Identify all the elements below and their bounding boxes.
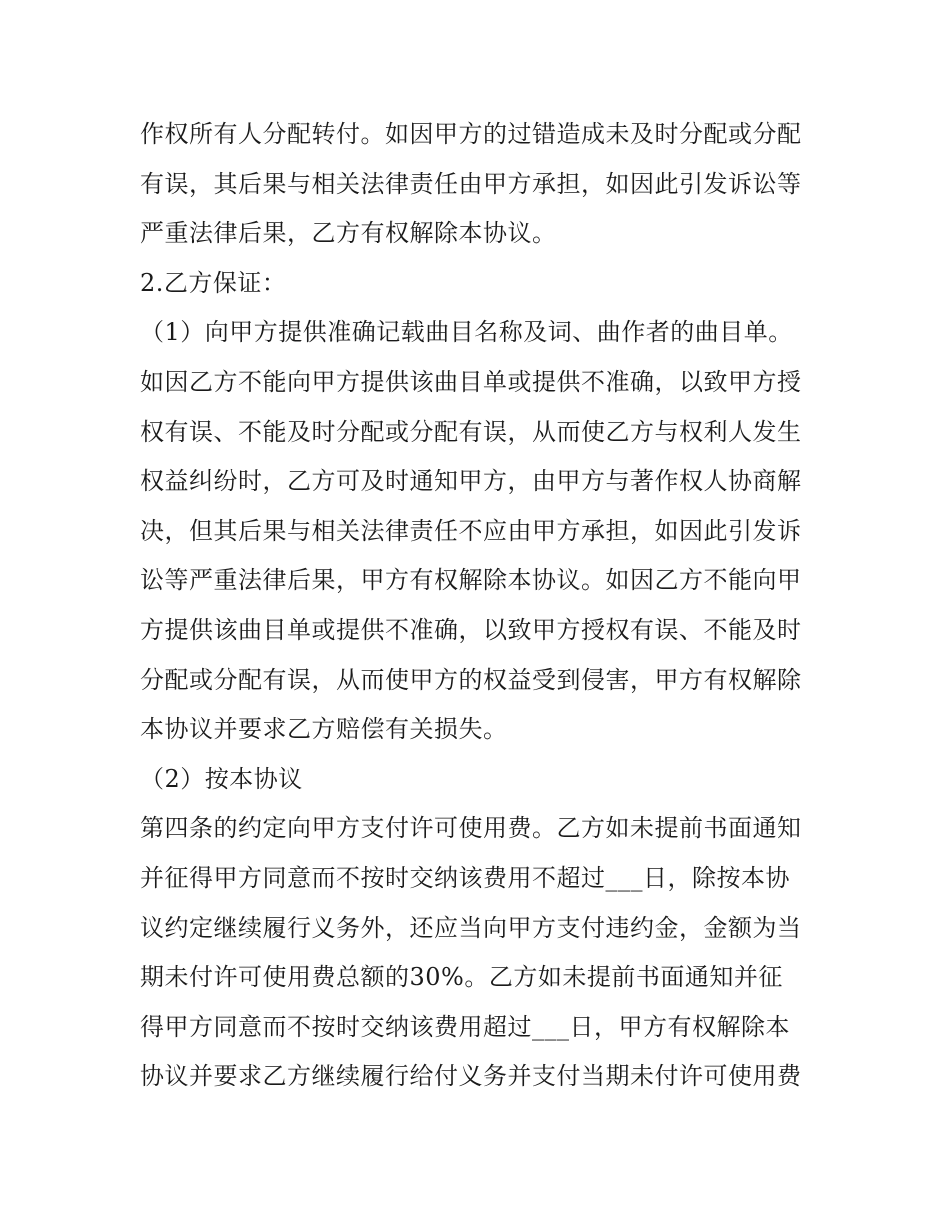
text-line: 第四条的约定向甲方支付许可使用费。乙方如未提前书面通知 bbox=[140, 814, 802, 843]
text-line: 权有误、不能及时分配或分配有误，从而使乙方与权利人发生 bbox=[140, 417, 802, 446]
text-line: 协议并要求乙方继续履行给付义务并支付当期未付许可使用费 bbox=[140, 1062, 802, 1091]
text-line: 并征得甲方同意而不按时交纳该费用不超过___日，除按本协 bbox=[140, 863, 790, 892]
document-body bbox=[140, 110, 820, 1102]
text-line: 严重法律后果，乙方有权解除本协议。 bbox=[140, 219, 557, 248]
text-line: 如因乙方不能向甲方提供该曲目单或提供不准确，以致甲方授 bbox=[140, 367, 802, 396]
text-line: 方提供该曲目单或提供不准确，以致甲方授权有误、不能及时 bbox=[140, 615, 802, 644]
text-line: 议约定继续履行义务外，还应当向甲方支付违约金，金额为当 bbox=[140, 913, 802, 942]
text-line: 决，但其后果与相关法律责任不应由甲方承担，如因此引发诉 bbox=[140, 516, 802, 545]
text-line: 有误，其后果与相关法律责任由甲方承担，如因此引发诉讼等 bbox=[140, 169, 802, 198]
text-line: 分配或分配有误，从而使甲方的权益受到侵害，甲方有权解除 bbox=[140, 665, 802, 694]
section-heading: 2.乙方保证： bbox=[140, 268, 287, 297]
text-line: 讼等严重法律后果，甲方有权解除本协议。如因乙方不能向甲 bbox=[140, 566, 802, 595]
text-line: 作权所有人分配转付。如因甲方的过错造成未及时分配或分配 bbox=[140, 120, 802, 148]
clause-heading: （1）向甲方提供准确记载曲目名称及词、曲作者的曲目单。 bbox=[140, 318, 793, 347]
text-line: 本协议并要求乙方赔偿有关损失。 bbox=[140, 715, 508, 744]
text-line: 期未付许可使用费总额的30%。乙方如未提前书面通知并征 bbox=[140, 963, 783, 992]
text-line: 权益纠纷时，乙方可及时通知甲方，由甲方与著作权人协商解 bbox=[140, 467, 802, 496]
text-line: 得甲方同意而不按时交纳该费用超过___日，甲方有权解除本 bbox=[140, 1012, 790, 1041]
clause-heading: （2）按本协议 bbox=[140, 764, 303, 793]
